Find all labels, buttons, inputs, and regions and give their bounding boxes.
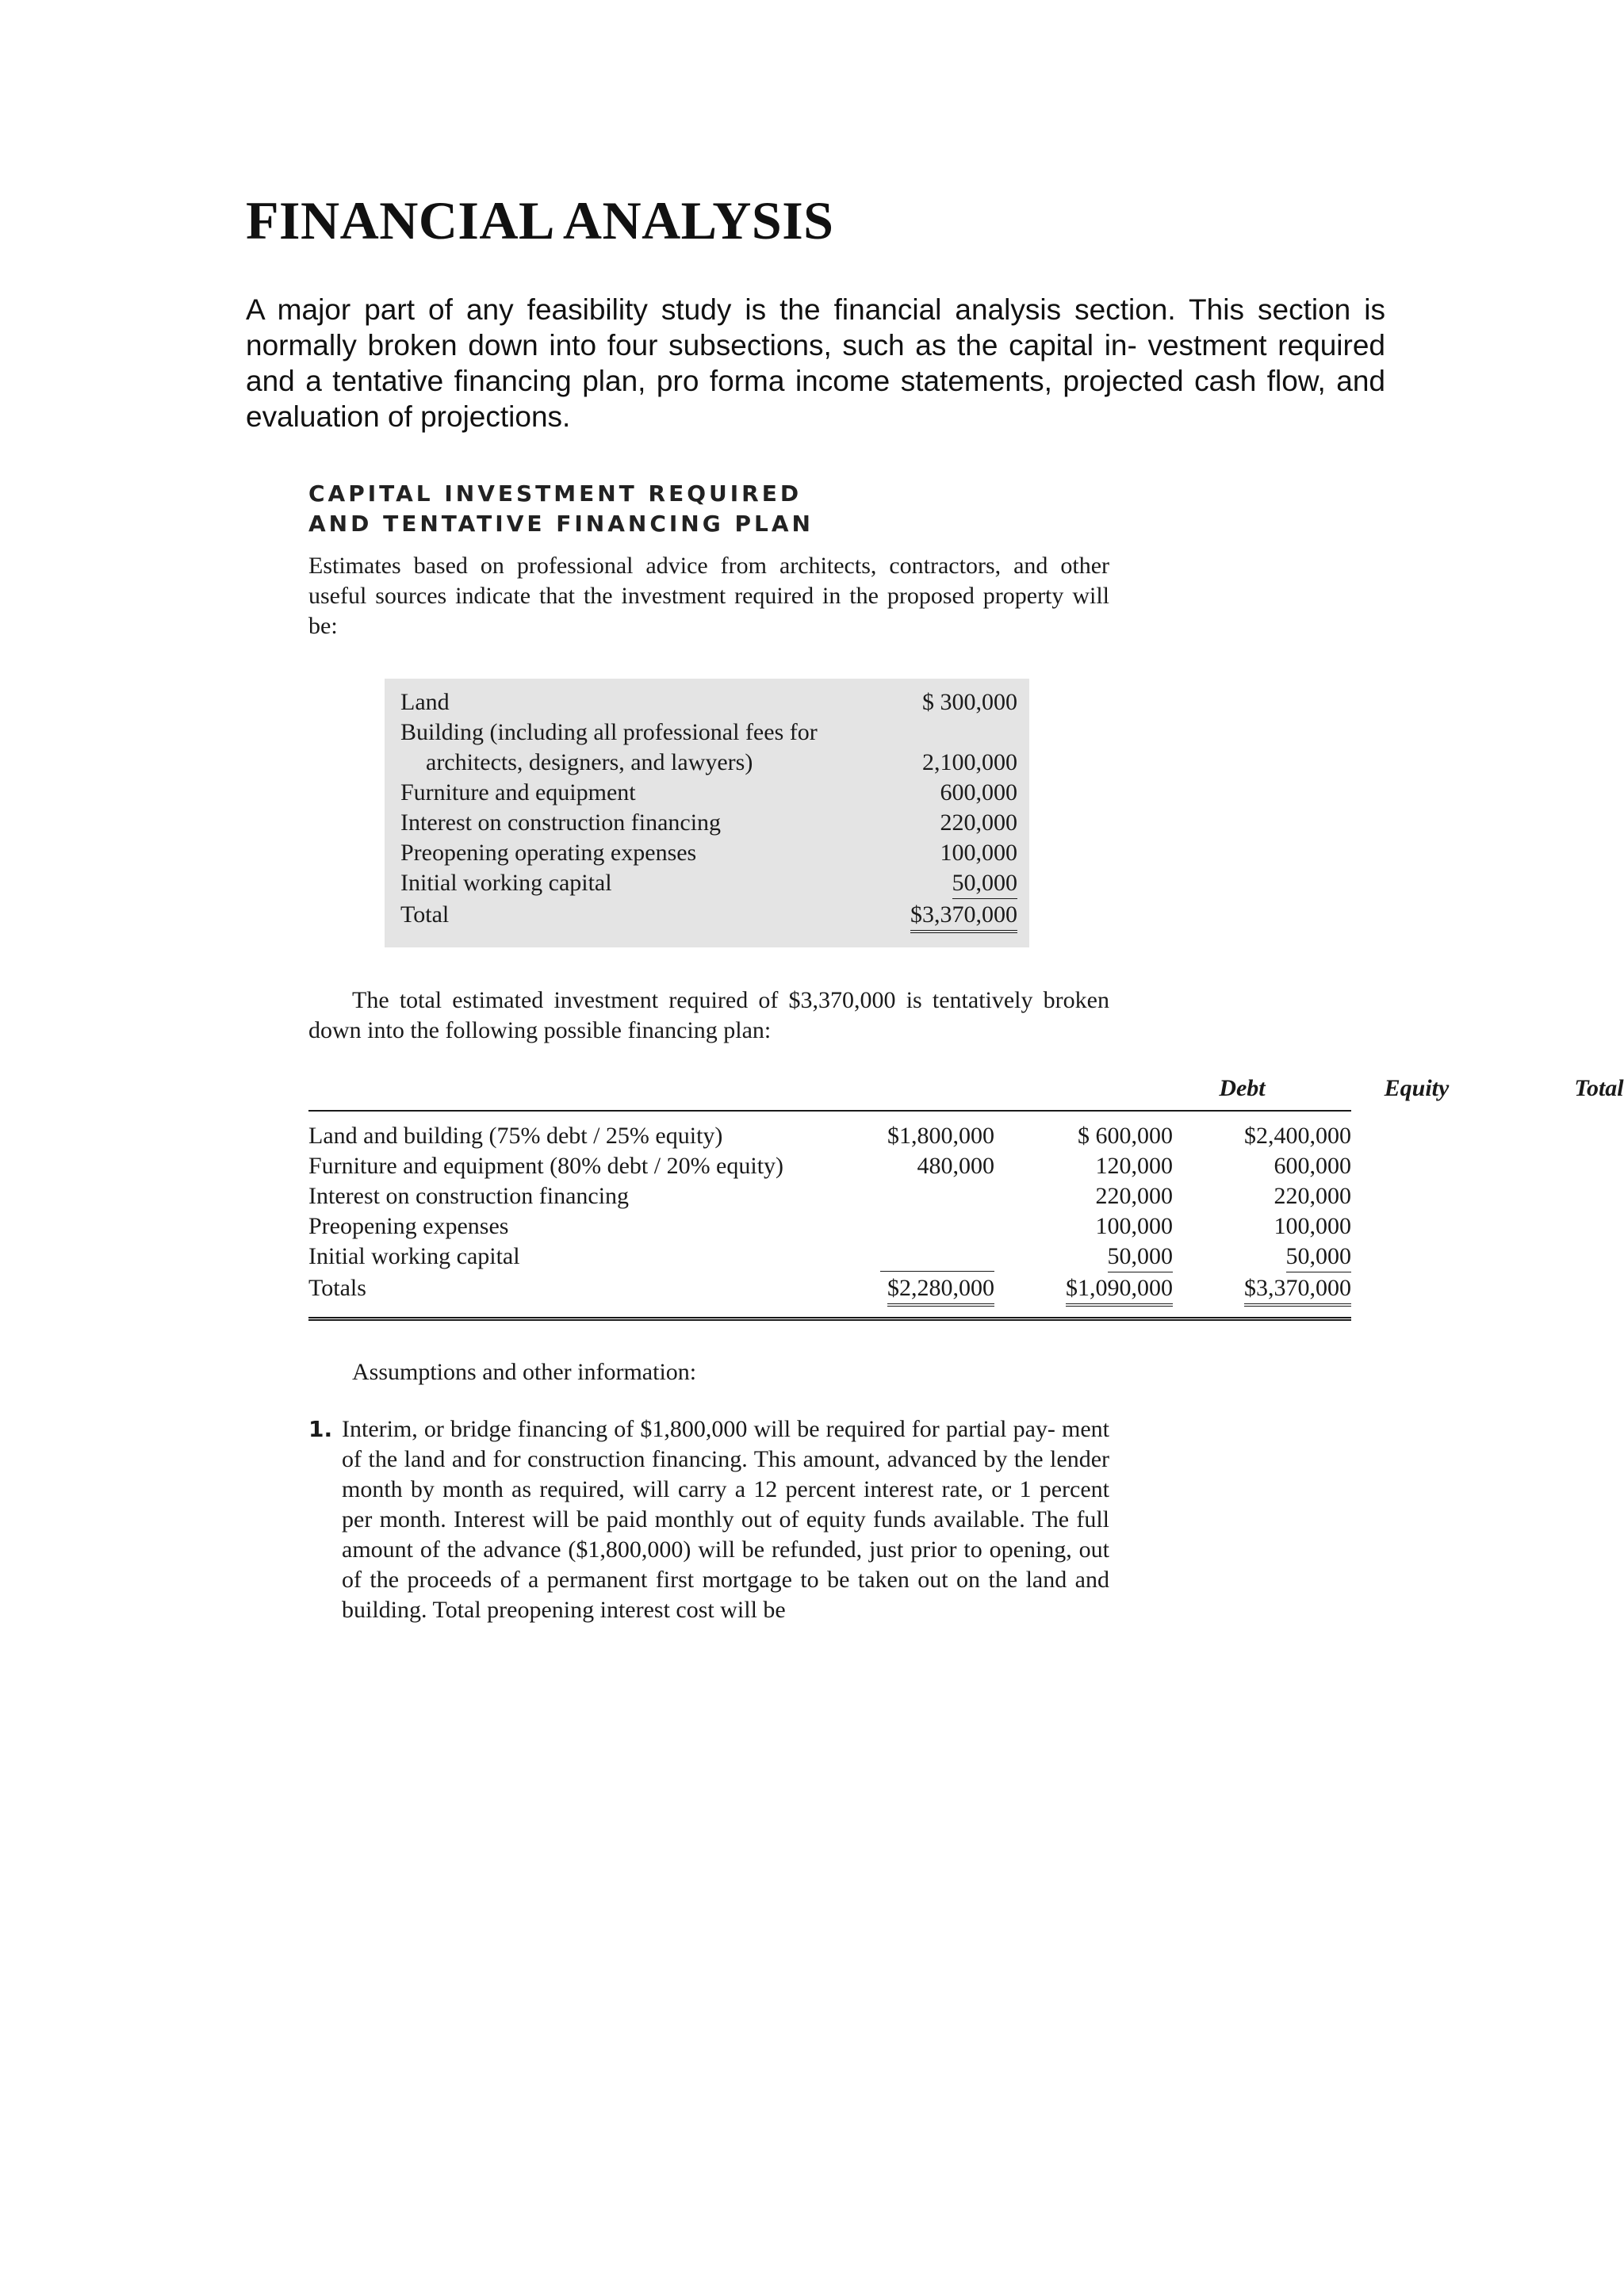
header-equity: Equity [1384,1075,1450,1101]
financing-row [308,1242,1351,1272]
investment-value: 220,000 [940,809,1017,836]
equity-cell: 220,000 [1095,1183,1173,1209]
investment-label: architects, designers, and lawyers) [426,749,753,775]
section-heading [308,479,814,539]
intro-paragraph: A major part of any feasibility study is the financial analysis section. This section is normally broken down into four subsections, such as the capital in- vestment required and a tentative financing plan, pro forma income statements, projected cash flow, and evaluation of projections. [246,293,1385,433]
investment-label: Building (including all professional fees for [400,719,818,745]
financing-row [308,1211,1351,1242]
list-marker: 1. [308,1416,333,1442]
financing-totals-row [308,1273,1351,1303]
grand-total-cell: $3,370,000 [1244,1273,1351,1307]
section-heading-line1: CAPITAL INVESTMENT REQUIRED [308,480,802,507]
investment-row [400,687,1017,718]
total-cell: $2,400,000 [1244,1123,1351,1149]
investment-value: 50,000 [952,868,1018,899]
table-rule-top [308,1110,1351,1112]
financing-label: Preopening expenses [308,1213,509,1239]
equity-total-cell: $1,090,000 [1066,1273,1173,1307]
financing-table-header [308,1073,1624,1104]
investment-label: Interest on construction financing [400,809,722,836]
financing-row [308,1181,1351,1211]
investment-label: Furniture and equipment [400,779,636,806]
investment-row [400,808,1017,838]
investment-value: 100,000 [940,840,1017,866]
table-rule-bottom [308,1317,1351,1321]
list-item-text: Interim, or bridge financing of $1,800,000 will be required for partial pay- ment of the land and for construction financing. This amount, advanced by the lender month by month as required, will carry a 12 percent interest rate, or 1 percent per month. Interest will be paid monthly out of equity funds available. The full amount of the advance ($1,800,000) will be refunded, just prior to opening, out of the proceeds of a permanent first mortgage to be taken out on the land and building. Total preopening interest cost will be [342,1416,1109,1623]
totals-label: Totals [308,1275,366,1301]
debt-total-cell: $2,280,000 [887,1273,994,1307]
investment-total-label: Total [400,901,450,928]
investment-row [400,838,1017,868]
header-debt: Debt [1219,1075,1266,1101]
financing-label: Interest on construction financing [308,1183,630,1209]
investment-label: Preopening operating expenses [400,840,697,866]
financing-row [308,1121,1351,1151]
section-heading-line2: AND TENTATIVE FINANCING PLAN [308,511,814,537]
investment-value: $ 300,000 [922,689,1017,715]
financing-label: Furniture and equipment (80% debt / 20% equity) [308,1153,784,1179]
page-title: FINANCIAL ANALYSIS [246,190,834,251]
investment-total-row [400,900,1017,930]
total-cell: 220,000 [1274,1183,1351,1209]
investment-row [400,868,1017,898]
debt-cell: $1,800,000 [887,1123,994,1149]
investment-label: Initial working capital [400,870,612,896]
total-cell: 100,000 [1274,1213,1351,1239]
equity-cell: 100,000 [1095,1213,1173,1239]
debt-subtotal-rule [880,1271,994,1272]
investment-paragraph: Estimates based on professional advice from architects, contractors, and other useful sources indicate that the investment required in the proposed property will be: [308,553,1109,639]
investment-total-value: $3,370,000 [910,900,1017,933]
investment-row [400,748,1017,778]
investment-row [400,718,1017,748]
header-total: Total [1574,1075,1624,1101]
equity-cell: $ 600,000 [1078,1123,1173,1149]
financing-label: Land and building (75% debt / 25% equity) [308,1123,723,1149]
financing-label: Initial working capital [308,1243,520,1269]
assumptions-label: Assumptions and other information: [352,1359,697,1385]
investment-row [400,778,1017,808]
financing-paragraph: The total estimated investment required of $3,370,000 is tentatively broken down into the following possible financing plan: [308,987,1109,1043]
investment-value: 600,000 [940,779,1017,806]
investment-label: Land [400,689,450,715]
total-cell: 50,000 [1286,1242,1352,1272]
equity-cell: 50,000 [1108,1242,1174,1272]
equity-cell: 120,000 [1095,1153,1173,1179]
financing-row [308,1151,1351,1181]
investment-value: 2,100,000 [922,749,1017,775]
total-cell: 600,000 [1274,1153,1351,1179]
debt-cell: 480,000 [917,1153,994,1179]
